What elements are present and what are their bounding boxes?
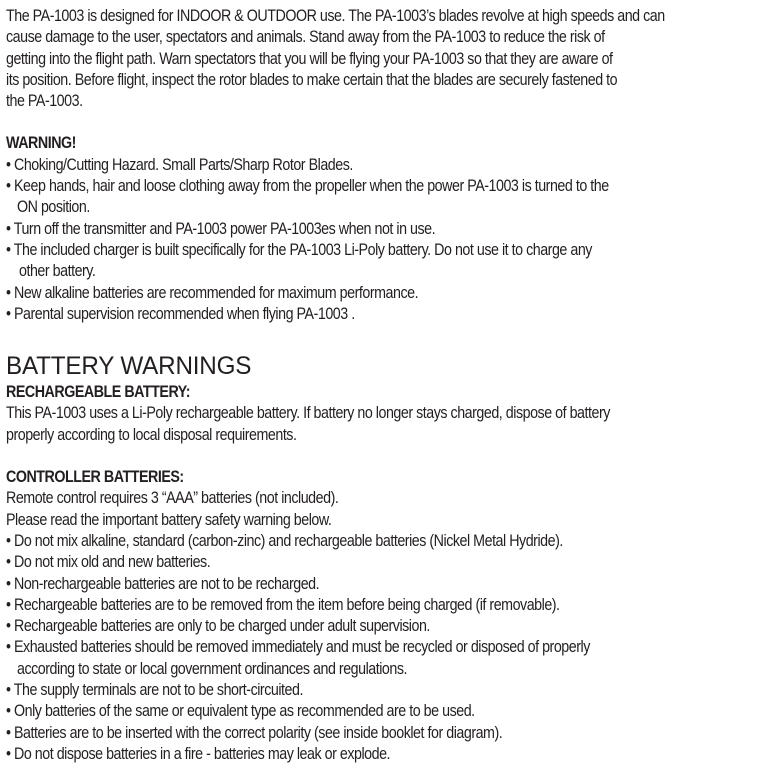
controller-item bbox=[6, 636, 759, 657]
warning-heading-text: WARNING! bbox=[6, 133, 76, 153]
battery-warnings-title bbox=[6, 351, 759, 381]
spacer bbox=[6, 445, 759, 466]
rechargeable-text: properly according to local disposal requirements. bbox=[6, 424, 297, 444]
controller-item-text: • Rechargeable batteries are to be removed from the item before being charged (if removable). bbox=[6, 594, 560, 614]
intro-text: getting into the flight path. Warn spectators that you will be flying your PA-1003 so that they are aware of bbox=[6, 48, 613, 68]
rechargeable-heading bbox=[6, 381, 759, 402]
controller-item-text: • Do not mix old and new batteries. bbox=[6, 552, 211, 572]
intro-line bbox=[6, 90, 759, 111]
controller-item-text: • Non-rechargeable batteries are not to be recharged. bbox=[6, 573, 320, 593]
controller-item bbox=[6, 700, 759, 721]
warning-section bbox=[6, 132, 759, 324]
warning-item bbox=[6, 303, 759, 324]
rechargeable-heading-text: RECHARGEABLE BATTERY: bbox=[6, 382, 191, 402]
warning-heading bbox=[6, 132, 759, 153]
controller-line bbox=[6, 487, 759, 508]
controller-item-text: • Batteries are to be inserted with the correct polarity (see inside booklet for diagram). bbox=[6, 722, 503, 742]
intro-paragraph bbox=[6, 5, 759, 111]
warning-item bbox=[6, 239, 759, 260]
controller-item bbox=[6, 722, 759, 743]
warning-item bbox=[6, 175, 759, 196]
controller-item-text: • Rechargeable batteries are only to be charged under adult supervision. bbox=[6, 616, 430, 636]
controller-item bbox=[6, 573, 759, 594]
controller-item bbox=[6, 594, 759, 615]
warning-item-text: other battery. bbox=[19, 261, 96, 281]
spacer bbox=[6, 111, 759, 132]
intro-text: its position. Before flight, inspect the rotor blades to make certain that the blades are securely fastened to bbox=[6, 69, 618, 89]
warning-item-text: • The included charger is built specifically for the PA-1003 Li-Poly battery. Do not use it to charge any bbox=[6, 239, 592, 259]
controller-item-text: • The supply terminals are not to be short-circuited. bbox=[6, 680, 303, 700]
controller-item bbox=[6, 530, 759, 551]
warning-item-continuation bbox=[6, 260, 759, 281]
intro-line bbox=[6, 69, 759, 90]
spacer bbox=[6, 324, 759, 345]
battery-warnings-section bbox=[6, 351, 759, 764]
controller-heading bbox=[6, 466, 759, 487]
controller-item-text: according to state or local government ordinances and regulations. bbox=[17, 658, 408, 678]
intro-line bbox=[6, 48, 759, 69]
controller-item bbox=[6, 615, 759, 636]
manual-page bbox=[6, 5, 759, 764]
battery-warnings-title-text: BATTERY WARNINGS bbox=[6, 352, 252, 381]
warning-item-text: • Parental supervision recommended when flying PA-1003 . bbox=[6, 303, 355, 323]
controller-item bbox=[6, 551, 759, 572]
controller-item-text: • Do not mix alkaline, standard (carbon-zinc) and rechargeable batteries (Nickel Metal Hydride). bbox=[6, 530, 563, 550]
rechargeable-line bbox=[6, 424, 759, 445]
controller-item bbox=[6, 679, 759, 700]
controller-text: Remote control requires 3 “AAA” batteries (not included). bbox=[6, 488, 339, 508]
warning-item-text: • Choking/Cutting Hazard. Small Parts/Sharp Rotor Blades. bbox=[6, 154, 353, 174]
rechargeable-line bbox=[6, 402, 759, 423]
intro-line bbox=[6, 26, 759, 47]
warning-item bbox=[6, 218, 759, 239]
controller-item-text: • Exhausted batteries should be removed immediately and must be recycled or disposed of properly bbox=[6, 637, 590, 657]
warning-item-text: ON position. bbox=[17, 197, 90, 217]
controller-heading-text: CONTROLLER BATTERIES: bbox=[6, 467, 184, 487]
controller-item-continuation bbox=[6, 658, 759, 679]
intro-text: cause damage to the user, spectators and animals. Stand away from the PA-1003 to reduce the risk of bbox=[6, 27, 605, 47]
intro-text: The PA-1003 is designed for INDOOR & OUTDOOR use. The PA-1003’s blades revolve at high speeds and can bbox=[6, 6, 665, 25]
warning-item-text: • New alkaline batteries are recommended for maximum performance. bbox=[6, 282, 419, 302]
warning-item bbox=[6, 154, 759, 175]
warning-item-continuation bbox=[6, 196, 759, 217]
controller-item bbox=[6, 743, 759, 764]
intro-line bbox=[6, 5, 759, 26]
controller-text: Please read the important battery safety warning below. bbox=[6, 509, 332, 529]
warning-item-text: • Keep hands, hair and loose clothing away from the propeller when the power PA-1003 is turned to the bbox=[6, 176, 609, 196]
warning-item bbox=[6, 282, 759, 303]
controller-item-text: • Do not dispose batteries in a fire - batteries may leak or explode. bbox=[6, 743, 391, 763]
controller-item-text: • Only batteries of the same or equivalent type as recommended are to be used. bbox=[6, 701, 475, 721]
controller-line bbox=[6, 509, 759, 530]
intro-text: the PA-1003. bbox=[6, 91, 83, 111]
rechargeable-text: This PA-1003 uses a Li-Poly rechargeable battery. If battery no longer stays charged, dispose of battery bbox=[6, 403, 610, 423]
warning-item-text: • Turn off the transmitter and PA-1003 power PA-1003es when not in use. bbox=[6, 218, 436, 238]
